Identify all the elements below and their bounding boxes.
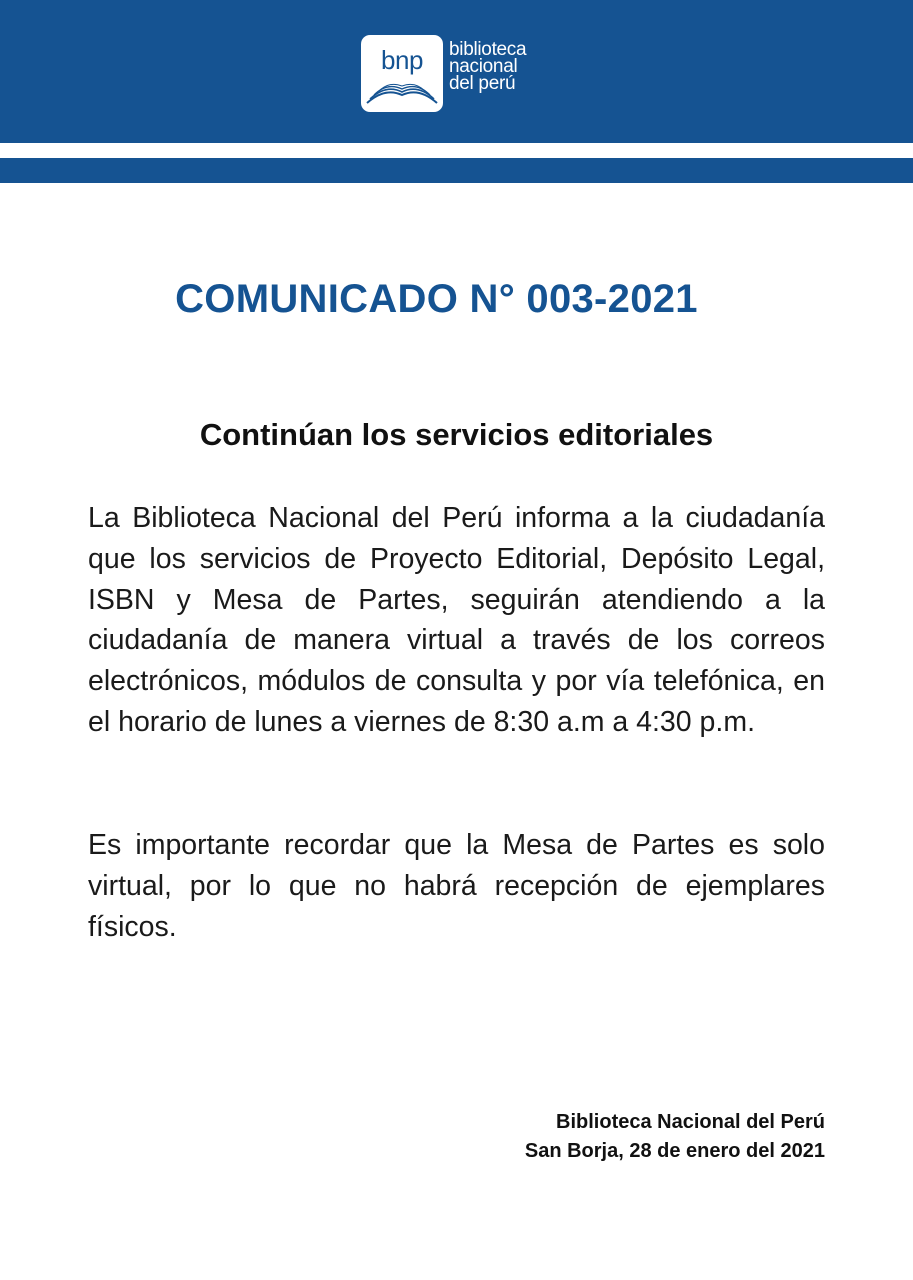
- logo-line-3: del perú: [449, 73, 516, 94]
- document-subtitle: Continúan los servicios editoriales: [199, 417, 714, 452]
- bnp-logo: [361, 35, 526, 113]
- header-stripe: [0, 158, 913, 183]
- body-paragraph-2: Es importante recordar que la Mesa de Partes es solo virtual, por lo que no habrá recepción de ejemplares físicos.: [88, 829, 825, 943]
- logo-wordmark: [449, 41, 526, 92]
- document-title: COMUNICADO N° 003-2021: [175, 277, 698, 321]
- logo-badge: [361, 35, 443, 112]
- signature-place-date: San Borja, 28 de enero del 2021: [524, 1140, 825, 1162]
- body-paragraph-1: La Biblioteca Nacional del Perú informa a la ciudadanía que los servicios de Proyecto Editorial, Depósito Legal, ISBN y Mesa de Partes, seguirán atendiendo a la ciudadanía de manera virtual a través de los correos electrónicos, módulos de consulta y por vía telefónica, en el horario de lunes a viernes de 8:30 a.m a 4:30 p.m.: [88, 502, 825, 738]
- signature-org: Biblioteca Nacional del Perú: [556, 1111, 825, 1133]
- signature-block: [525, 1108, 825, 1166]
- logo-line-1: biblioteca: [449, 39, 527, 60]
- open-book-icon: [365, 81, 439, 107]
- logo-abbr: bnp: [381, 45, 423, 75]
- logo-line-2: nacional: [449, 56, 518, 77]
- header-banner: [0, 0, 913, 143]
